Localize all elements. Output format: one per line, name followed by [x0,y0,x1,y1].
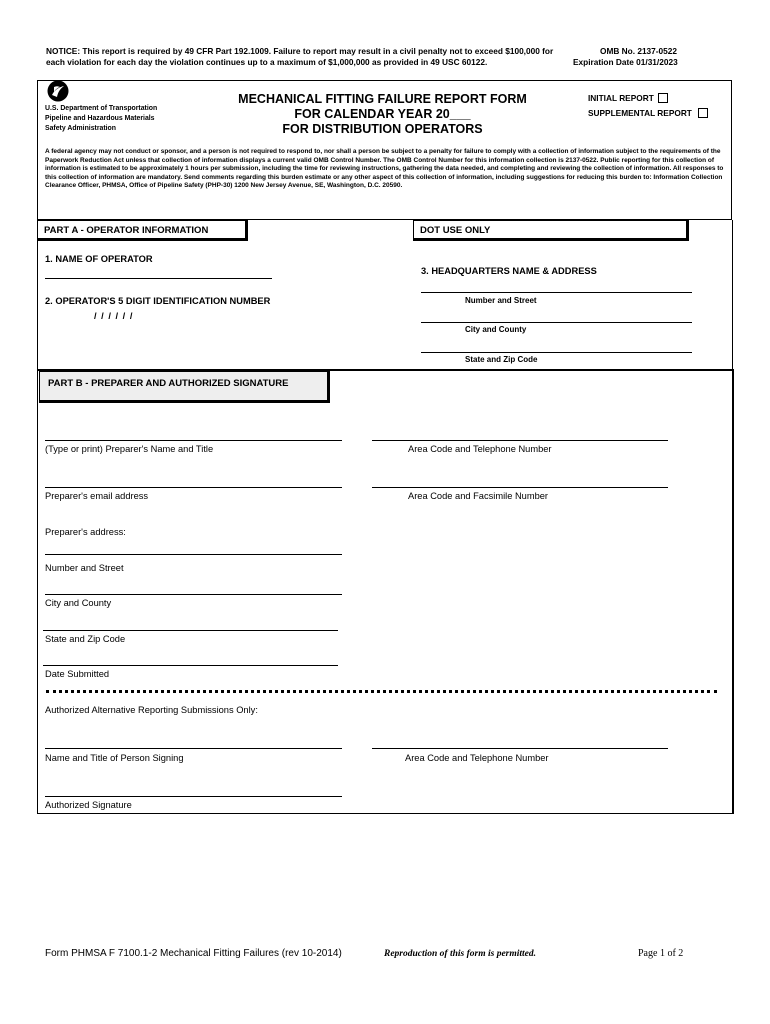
hq-street-field[interactable] [421,292,692,293]
omb-number: OMB No. 2137-0522 [600,46,678,56]
hq-city-label: City and County [465,325,527,334]
notice-text [46,46,553,68]
dot-logo-icon [47,80,69,102]
agency-line-1: U.S. Department of Transportation [45,105,158,112]
preparer-name-field[interactable] [45,440,342,441]
agency-name [45,104,157,134]
notice-line-1: NOTICE: This report is required by 49 CFR Part 192.1009. Failure to report may result in a civil penalty not to exceed $100,000 for [46,46,554,56]
supplemental-report-label: SUPPLEMENTAL REPORT [588,108,692,118]
hq-state-label: State and Zip Code [465,355,538,364]
expiration-date: Expiration Date 01/31/2023 [573,57,678,67]
preparer-city-label: City and County [45,598,112,608]
preparer-state-label: State and Zip Code [45,634,126,644]
agency-line-3: Safety Administration [45,125,116,132]
preparer-street-label: Number and Street [45,563,124,573]
reproduction-note: Reproduction of this form is permitted. [384,949,537,959]
form-title-line-3: FOR DISTRIBUTION OPERATORS [282,122,483,136]
signer-name-label: Name and Title of Person Signing [45,753,184,763]
hq-address-label: 3. HEADQUARTERS NAME & ADDRESS [421,266,597,276]
phone-field[interactable] [372,440,668,441]
signature-field[interactable] [45,796,342,797]
notice-line-2: each violation for each day the violation continues up to a maximum of $1,000,000 as provided in 49 USC 60122. [46,57,488,67]
initial-report-option [588,93,668,103]
form-id: Form PHMSA F 7100.1-2 Mechanical Fitting Failures (rev 10-2014) [45,948,342,959]
page-number: Page 1 of 2 [638,948,684,959]
supplemental-report-option [588,108,708,118]
hq-city-field[interactable] [421,322,692,323]
fax-field[interactable] [372,487,668,488]
operator-name-label: 1. NAME OF OPERATOR [45,254,153,264]
signer-phone-label: Area Code and Telephone Number [405,753,549,763]
alt-reporting-label: Authorized Alternative Reporting Submissions Only: [45,705,258,715]
signer-name-field[interactable] [45,748,342,749]
burden-statement: A federal agency may not conduct or sponsor, and a person is not required to respond to, nor shall a person be subject to a penalty for failure to comply with a collection of information subject to the requirements of the Paperwork Reduction Act unless that collection of information displays a current valid OMB Control Number. The OMB Control Number for this information collection is 2137-0522. Public reporting for this collection of information is estimated to be approximately 1 hours per submission, including the time for reviewing instructions, gathering the data needed, and completing and reviewing the collection of information. All responses to this collection of information are mandatory. Send comments regarding this burden estimate or any other aspect of this collection of information, including suggestions for reducing this burden to: Information Collection Clearance Officer, PHMSA, Office of Pipeline Safety (PHP-30) 1200 New Jersey Avenue, SE, Washington, D.C. 20590. [45,148,724,190]
hq-state-field[interactable] [421,352,692,353]
date-submitted-field[interactable] [43,665,338,666]
initial-report-checkbox[interactable] [658,93,668,103]
supplemental-report-checkbox[interactable] [698,108,708,118]
email-label: Preparer's email address [45,491,149,501]
dot-use-only: DOT USE ONLY [413,220,689,241]
hq-street-label: Number and Street [465,296,537,305]
part-a-title: PART A - OPERATOR INFORMATION [37,220,248,241]
operator-name-field[interactable] [45,278,272,279]
preparer-name-label: (Type or print) Preparer's Name and Title [45,444,214,454]
part-a-right-border [732,220,733,370]
form-title-line-2: FOR CALENDAR YEAR 20___ [294,107,471,121]
preparer-street-field[interactable] [45,554,342,555]
part-b-title: PART B - PREPARER AND AUTHORIZED SIGNATURE [39,371,330,403]
fax-label: Area Code and Facsimile Number [408,491,549,501]
date-submitted-label: Date Submitted [45,669,110,679]
signature-label: Authorized Signature [45,800,132,810]
initial-report-label: INITIAL REPORT [588,93,654,103]
form-title [200,92,565,137]
preparer-state-field[interactable] [43,630,338,631]
operator-id-label: 2. OPERATOR'S 5 DIGIT IDENTIFICATION NUMBER [45,296,271,306]
part-a-left-border [37,220,38,370]
email-field[interactable] [45,487,342,488]
phone-label: Area Code and Telephone Number [408,444,552,454]
operator-id-slots[interactable]: / / / / / / [94,311,134,321]
preparer-city-field[interactable] [45,594,342,595]
agency-line-2: Pipeline and Hazardous Materials [45,115,155,122]
preparer-address-label: Preparer's address: [45,527,126,537]
form-title-line-1: MECHANICAL FITTING FAILURE REPORT FORM [238,92,527,106]
signer-phone-field[interactable] [372,748,668,749]
dotted-divider [46,690,717,693]
